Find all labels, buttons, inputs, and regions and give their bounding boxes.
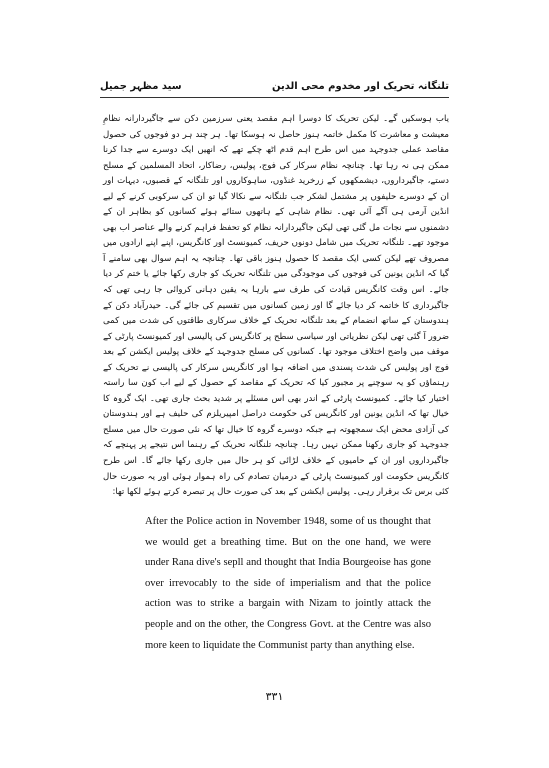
- urdu-body-text: [103, 112, 449, 501]
- english-block-quote: [145, 512, 431, 656]
- header-rule: [100, 97, 449, 98]
- page-number: ۳۳۱: [265, 690, 284, 703]
- urdu-paragraph: یاب ہوسکیں گے۔ لیکن تحریک کا دوسرا اہم مقصد یعنی سرزمین دکن سے جاگیردارانہ نظامِ معیشت و معاشرت کا مکمل خاتمہ ہنوز حاصل نہ ہوسکا تھا۔ ہر چند ہر دو فوجوں کی حصول مقاصد عملی جدوجہد میں اس طرح اہم قدم اٹھ چکے تھے کہ انھیں ایک دوسرے سے جدا کرنا ممکن ہی نہ رہا تھا۔ چنانچہ نظام سرکار کی فوج، پولیس، رضاکار، اتحاد المسلمین کے مسلح دستے، جاگیرداروں، دیشمکھوں کے زرخرید غنڈوں، ساہوکاروں اور تلنگانہ کے قصبوں، دیہات اور ان کے دوسرے حلیفوں پر مشتمل لشکر جب تلنگانہ سے نکالا گیا تو ان کی سرکوبی کرنے کے لیے انڈین آرمی ہی آگے آئی تھی۔ نظام شاہی کے ہاتھوں ستائے ہوئے کسانوں کو بظاہر ان کے دشمنوں سے نجات مل گئی تھی لیکن جاگیردارانہ نظام کو تحفظ فراہم کرنے والے عناصر اب بھی موجود تھے۔ تلنگانہ تحریک میں شامل دونوں حریف، کمیونسٹ اور کانگریس، اپنے اپنے ارادوں میں مصروف تھے لیکن کسی ایک مقصد کا حصول ہنوز باقی تھا۔ چنانچہ یہ اہم سوال بھی سامنے آ گیا کہ انڈین یونین کی فوجوں کی موجودگی میں تلنگانہ تحریک کو جاری رکھا جائے یا ختم کر دیا جائے۔ اس وقت کانگریس قیادت کی طرف سے بارہا یہ یقین دہانی کروائی جا رہی تھی کہ جاگیرداری کا خاتمہ کر دیا جائے گا اور زمین کسانوں میں تقسیم کی جائے گی۔ حیدرآباد دکن کے ہندوستان کے ساتھ انضمام کے بعد تلنگانہ تحریک کے خلاف سرکاری طاقتوں کی شدت میں کمی ضرور آ گئی تھی لیکن نظریاتی اور سیاسی سطح پر کانگریس کی پالیسی اور کمیونسٹ پارٹی کے موقف میں واضح اختلاف موجود تھا۔ کسانوں کی مسلح جدوجہد کے خلاف پولیس ایکشن کے بعد فوج اور پولیس کی شدت پسندی میں اضافہ ہوا اور کانگریس سرکار کی پالیسی نے تحریک کے رہنماؤں کو یہ سوچنے پر مجبور کیا کہ تحریک کے مقاصد کے حصول کے لیے اب کون سا راستہ اختیار کیا جائے۔ کمیونسٹ پارٹی کے اندر بھی اس مسئلے پر شدید بحث جاری تھی۔ ایک گروہ کا خیال تھا کہ انڈین یونین اور کانگریس کی حکومت دراصل امپیریلزم کی حلیف ہے اور ہندوستان کی آزادی محض ایک سمجھوتہ ہے جبکہ دوسرے گروہ کا خیال تھا کہ نئی صورت حال میں مسلح جدوجہد کو جاری رکھنا ممکن نہیں رہا۔ چنانچہ تلنگانہ تحریک کے رہنما اس نتیجے پر پہنچے کہ جاگیرداروں اور ان کے حامیوں کے خلاف لڑائی کو ہر حال میں جاری رکھا جائے گا۔ اس طرح کانگریس حکومت اور کمیونسٹ پارٹی کے درمیان تصادم کی راہ ہموار ہوئی اور یہ صورت حال کئی برس تک برقرار رہی۔ پولیس ایکشن کے بعد کی صورت حال پر تبصرہ کرتے ہوئے لکھا تھا:: [103, 114, 449, 498]
- running-author: سید مظہر جمیل: [100, 80, 182, 92]
- running-header: [100, 76, 449, 96]
- quote-text: After the Police action in November 1948, some of us thought that we would get a breathing time. But on the one hand, we were under Rana dive's sepll and thought that India Bourgeoise has gone over irrevocably to the side of imperialism and that the police action was to strike a bargain with Nizam to jointly attack the people and on the other, the Congress Govt. at the Centre was also more keen to liquidate the Communist party than anything else.: [145, 516, 431, 651]
- running-title: تلنگانہ تحریک اور مخدوم محی الدین: [271, 80, 449, 92]
